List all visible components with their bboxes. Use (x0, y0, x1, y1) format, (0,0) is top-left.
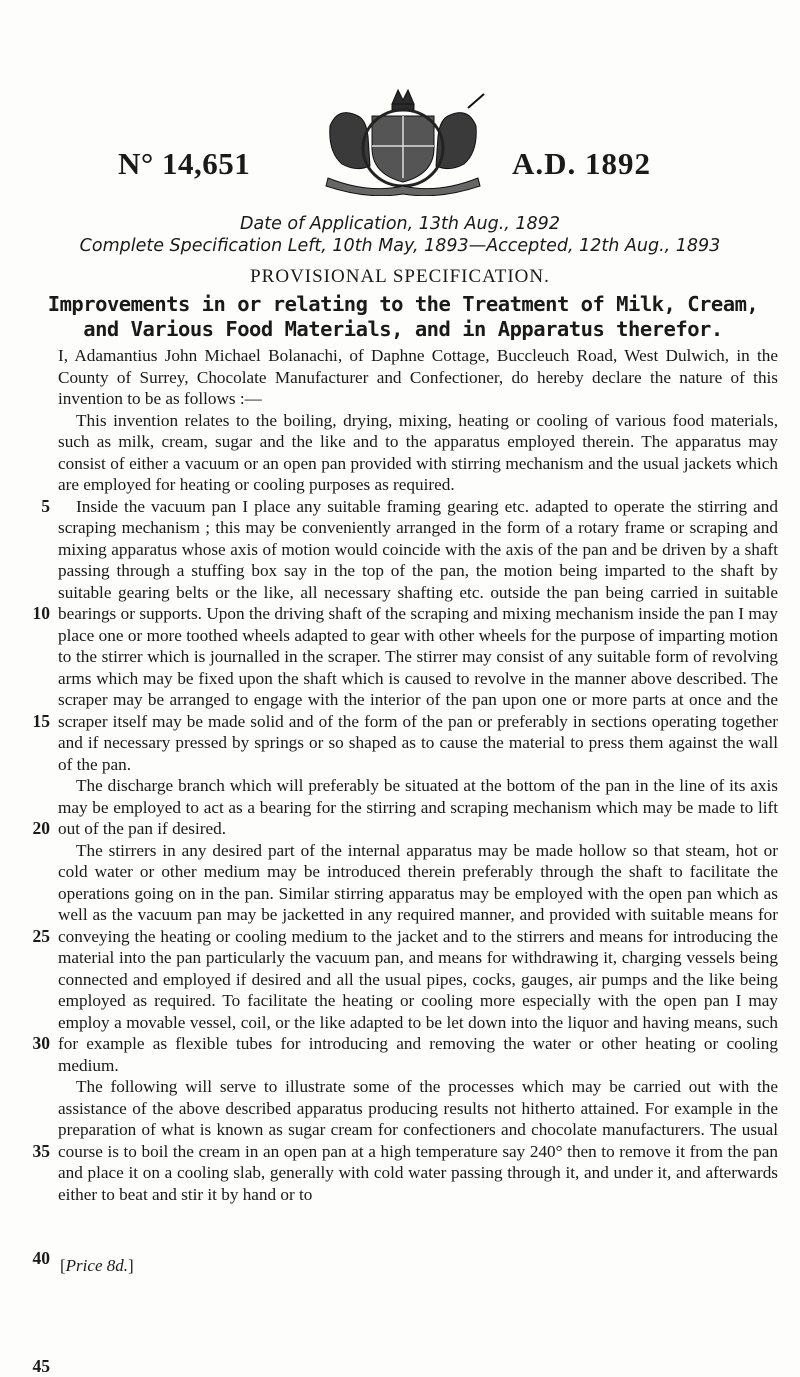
patent-year: A.D. 1892 (512, 146, 652, 181)
price-bracket-open: [ (60, 1256, 66, 1275)
declaration-paragraph: I, Adamantius John Michael Bolanachi, of Daphne Cottage, Buccleuch Road, West Dulwich, in the County of Surrey, Chocolate Manufacturer and Confectioner, do hereby declare the nature of this invention to be as follows :— (58, 346, 778, 408)
line-number: 35 (32, 1140, 50, 1161)
application-date: Date of Application, 13th Aug., 1892 (240, 214, 560, 234)
line-number: 20 (32, 818, 50, 838)
invention-title: Improvements in or relating to the Treatment of Milk, Cream, and Various Food Materials, and in Apparatus therefor. (47, 292, 759, 341)
body-paragraph: The stirrers in any desired part of the internal apparatus may be made hollow so that steam, hot or cold water or other medium may be introduced therein preferably through the shaft to facilitate the operations going on in the pan. Similar stirring apparatus may be employed with the open pan which as well as the vacuum pan may be jacketted in any required manner, and provided with suitable means for conveying the heating or cooling medium to the jacket and to the stirrers and means for introducing the material into the pan particularly the vacuum pan, and means for withdrawing it, charging vessels being connected and employed if desired and all the usual pipes, cocks, gauges, air pumps and the like being employed as required. To facilitate the heating or cooling more especially with the open pan I may employ a movable vessel, coil, or the like adapted to be let down into the liquor and having means, such for example as flexible tubes for introducing and removing the water or other heating or cooling medium. (58, 840, 778, 1075)
specification-type: PROVISIONAL SPECIFICATION. (250, 266, 550, 287)
price-bracket-close: ] (128, 1256, 134, 1275)
body-paragraph: The following will serve to illustrate some of the processes which may be carried out with the assistance of the above described apparatus producing results not hitherto attained. For example in the preparation of what is known as sugar cream for confectioners and chocolate manufacturers. The usual course is to boil the cream in an open pan at a high temperature say 240° then to remove it from the pan and place it on a cooling slab, generally with cold water passing through it, and under it, and afterwards either to beat and stir it by hand or to (58, 1077, 778, 1204)
line-number: 40 (32, 1248, 50, 1268)
header (0, 0, 800, 200)
price-text: Price 8d. (65, 1256, 128, 1275)
body-paragraph: Inside the vacuum pan I place any suitable framing gearing etc. adapted to operate the stirring and scraping mechanism ; this may be conveniently arranged in the form of a rotary frame or scraping and mixing apparatus whose axis of motion would coincide with the axis of the pan and be driven by a shaft passing through a stuffing box say in the top of the pan, the motion being imparted to the shaft by suitable gearing belts or the like, all necessary shafting etc. outside the pan being carried in suitable bearings or supports. Upon the driving shaft of the scraping and mixing mechanism inside the pan I may place one or more toothed wheels adapted to gear with other wheels for the purpose of imparting motion to the stirrer which is journalled in the scraper. The stirrer may consist of any suitable form of revolving arms which may be fixed upon the shaft which is caused to revolve in the manner above described. The scraper may be arranged to engage with the interior of the pan upon one or more parts at once and the scraper itself may be made solid and of the form of the pan or preferably in sections operating together and if necessary pressed by springs or so shaped as to cause the material to press them against the wall of the pan. (58, 496, 778, 774)
line-number: 30 (32, 1033, 50, 1053)
line-number: 25 (32, 925, 50, 946)
royal-crest-icon (308, 86, 498, 196)
body-paragraph: The discharge branch which will preferably be situated at the bottom of the pan in the line of its axis may be employed to act as a bearing for the stirring and scraping mechanism which may be made to lift out of the pan if desired. (58, 776, 778, 838)
patent-number: N° 14,651 (118, 146, 251, 181)
application-dates (0, 213, 800, 257)
complete-specification-date: Complete Specification Left, 10th May, 1893—Accepted, 12th Aug., 1893 (79, 236, 721, 256)
line-number: 10 (32, 603, 50, 623)
line-number: 45 (32, 1355, 50, 1376)
line-number: 15 (32, 710, 50, 731)
body-paragraph: This invention relates to the boiling, drying, mixing, heating or cooling of various food materials, such as milk, cream, sugar and the like and to the apparatus employed therein. The apparatus may consist of either a vacuum or an open pan provided with stirring mechanism and the usual jackets which are employed for heating or cooling purposes as required. (58, 410, 778, 494)
specification-body (58, 345, 778, 1205)
price-label (60, 1256, 134, 1276)
line-number: 5 (41, 495, 50, 516)
